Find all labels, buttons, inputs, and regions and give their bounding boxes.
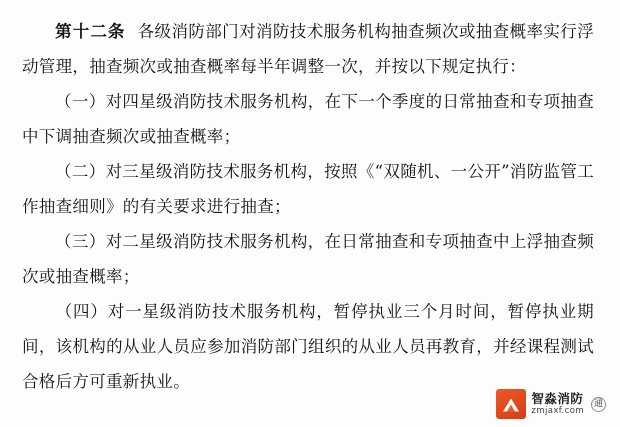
- watermark-sub-text: zmjaxf.com: [531, 405, 584, 416]
- paragraph-article-12: [22, 14, 594, 84]
- item-3-text: （三）对二星级消防技术服务机构，在日常抽查和专项抽查中上浮抽查频次或抽查概率；: [22, 232, 594, 286]
- paragraph-item-3: [22, 224, 594, 294]
- watermark-brand-name: 智淼消防: [531, 391, 584, 407]
- watermark: [496, 389, 606, 419]
- document-body: [22, 14, 594, 399]
- paragraph-item-4: [22, 294, 594, 399]
- paragraph-item-2: [22, 154, 594, 224]
- watermark-badge: 通: [591, 397, 606, 412]
- article-12-text: 各级消防部门对消防技术服务机构抽查频次或抽查概率实行浮动管理，抽查频次或抽查概率每半年调整一次，并按以下规定执行：: [22, 22, 594, 76]
- paragraph-item-1: [22, 84, 594, 154]
- watermark-text: [531, 392, 584, 415]
- flame-triangle-icon: [496, 389, 526, 419]
- item-4-text: （四）对一星级消防技术服务机构，暂停执业三个月时间，暂停执业期间，该机构的从业人员应参加消防部门组织的从业人员再教育，并经课程测试合格后方可重新执业。: [22, 302, 594, 391]
- triangle-inner-shape: [507, 404, 515, 411]
- item-2-text: （二）对三星级消防技术服务机构，按照《“双随机、一公开”消防监管工作抽查细则》的有关要求进行抽查；: [22, 162, 594, 216]
- item-1-text: （一）对四星级消防技术服务机构，在下一个季度的日常抽查和专项抽查中下调抽查频次或抽查概率；: [22, 92, 594, 146]
- article-number-label: 第十二条: [55, 22, 126, 41]
